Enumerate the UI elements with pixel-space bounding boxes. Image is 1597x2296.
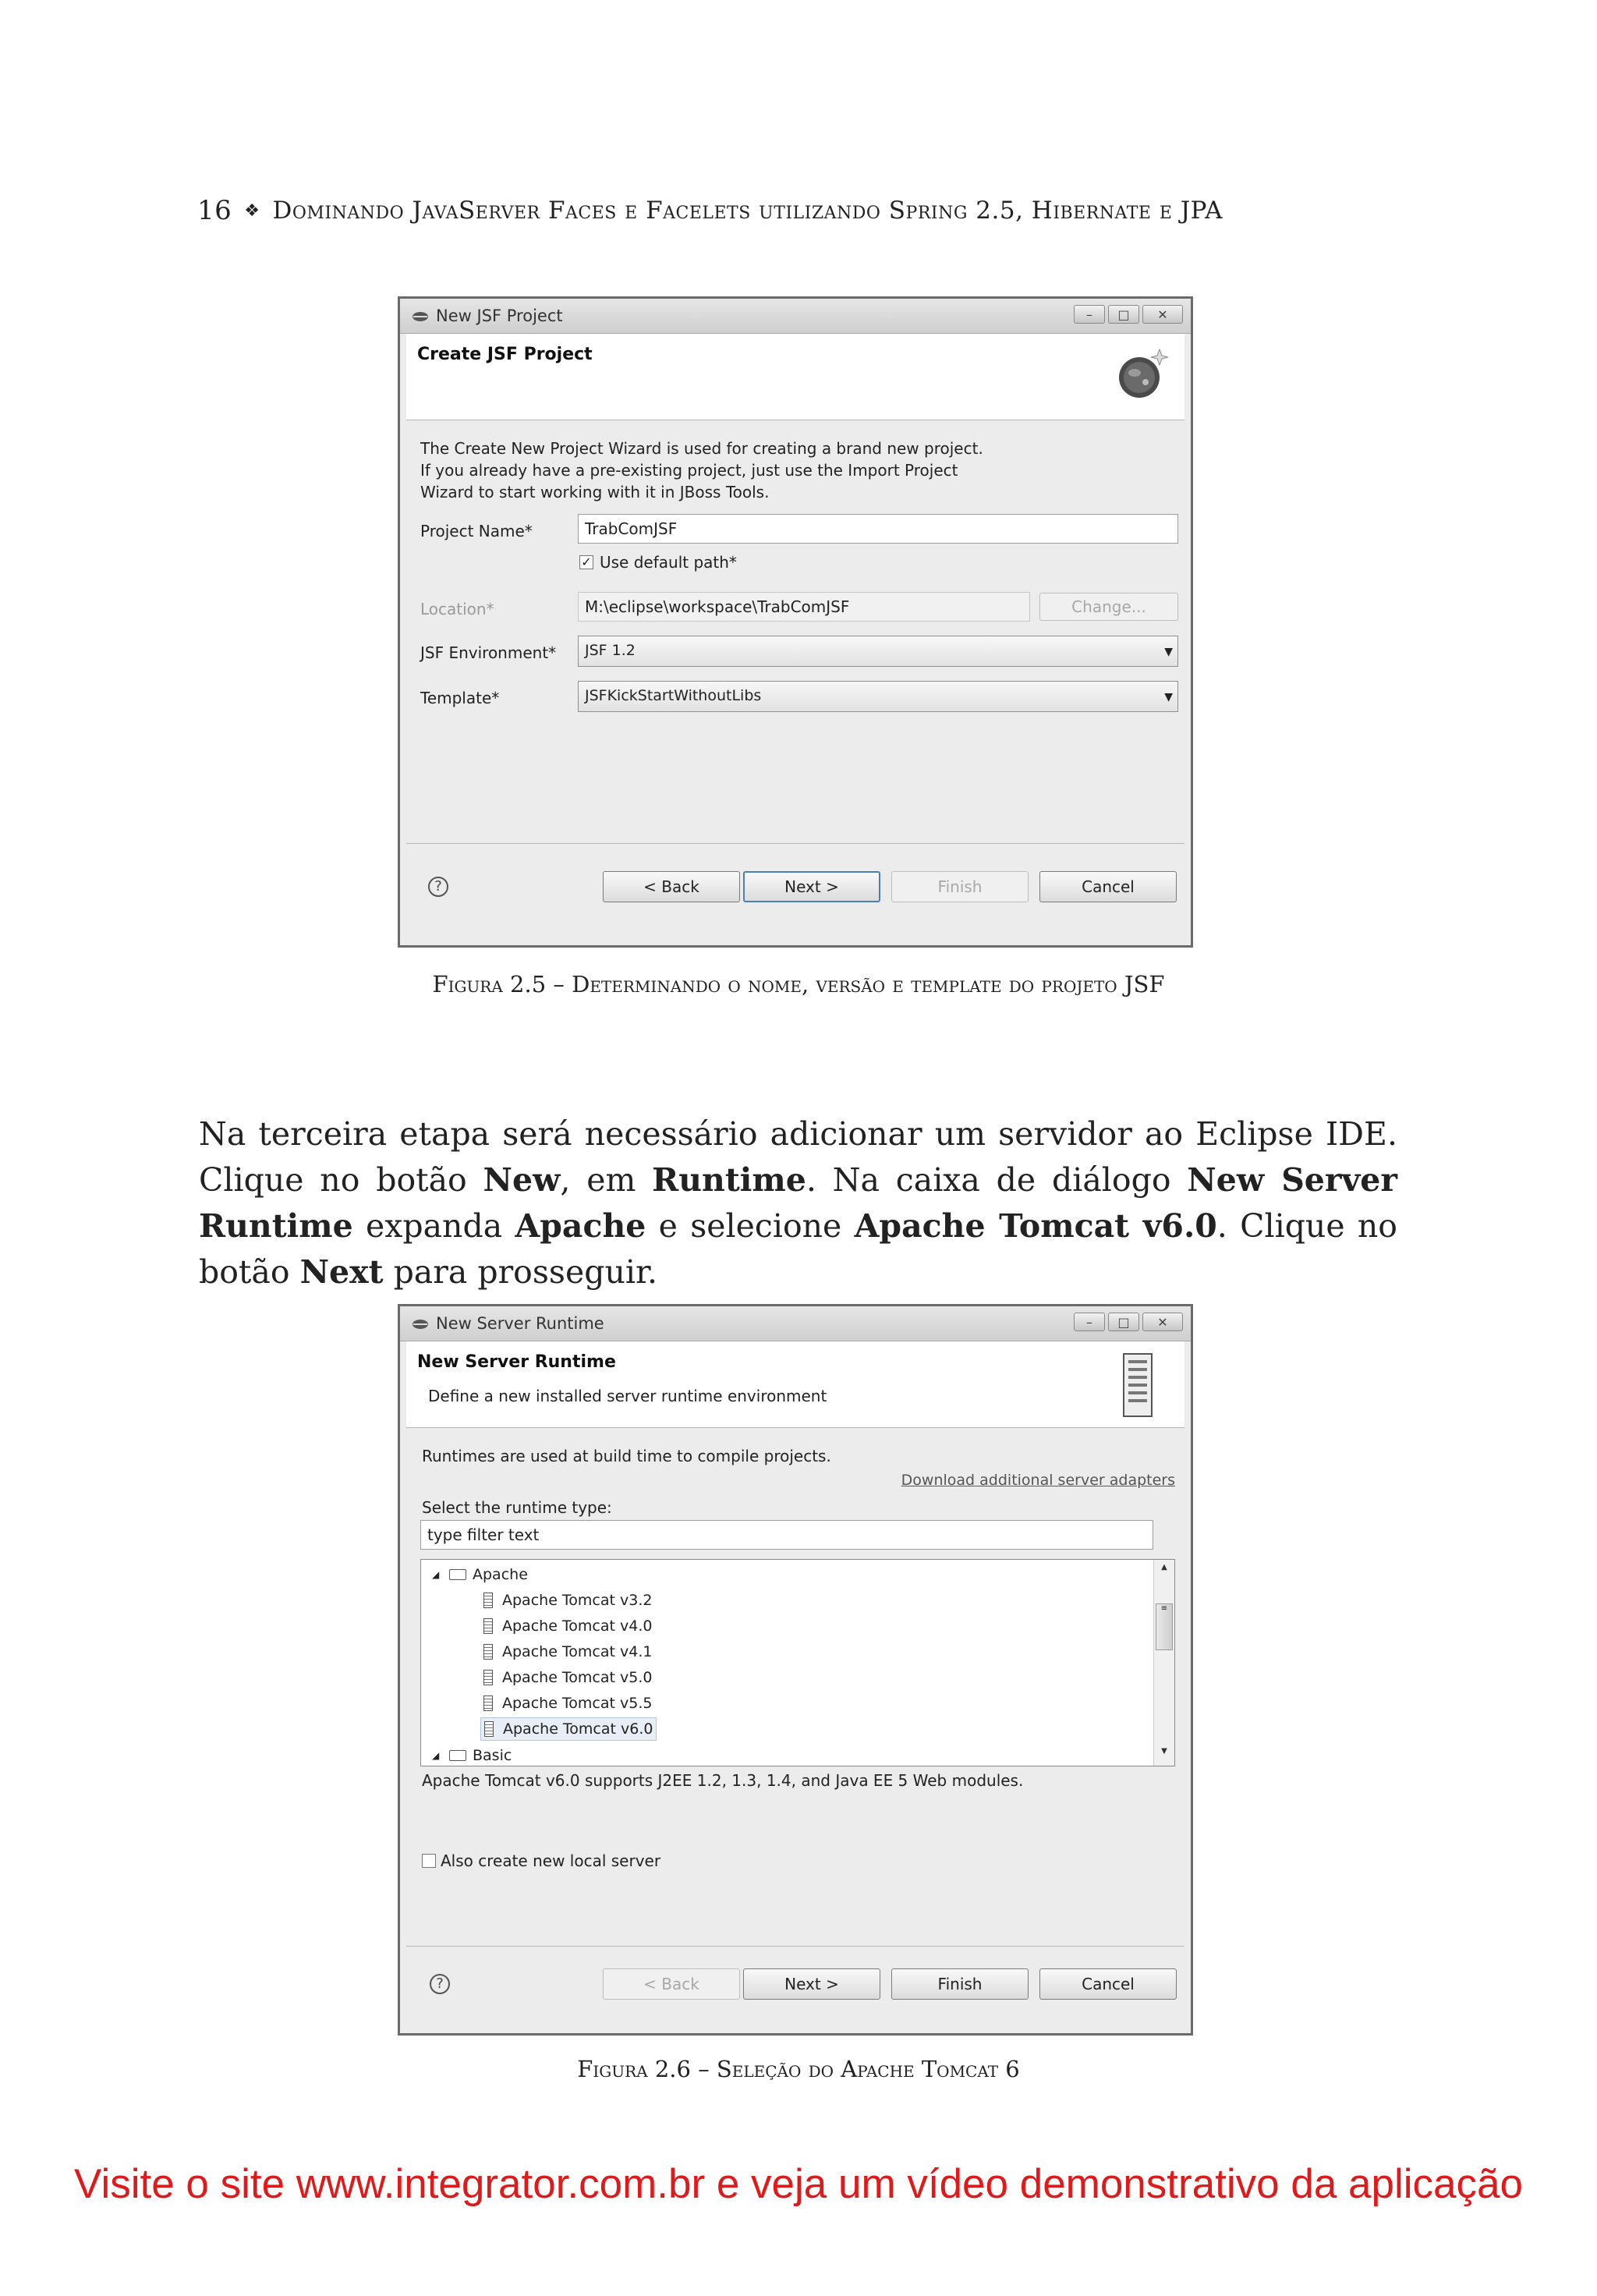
back-button[interactable]: < Back <box>603 1968 740 2000</box>
runtimes-info-text: Runtimes are used at build time to compile projects. <box>422 1447 831 1465</box>
button-bar-separator <box>406 843 1184 844</box>
use-default-path-label: Use default path* <box>600 553 737 572</box>
location-label: Location* <box>420 600 494 618</box>
tree-group-basic[interactable] <box>432 1744 512 1766</box>
wizard-title: New Server Runtime <box>417 1352 616 1372</box>
server-icon <box>483 1593 493 1608</box>
cancel-button[interactable]: Cancel <box>1039 1968 1177 2000</box>
dialog-titlebar <box>400 1306 1191 1341</box>
minimize-icon: – <box>1086 1314 1092 1330</box>
tree-scrollbar[interactable] <box>1153 1560 1174 1766</box>
figure-2-6-caption: Figura 2.6 – Seleção do Apache Tomcat 6 <box>577 2056 1020 2082</box>
server-icon <box>483 1695 493 1711</box>
runtime-support-text: Apache Tomcat v6.0 supports J2EE 1.2, 1.3, 1.4, and Java EE 5 Web modules. <box>422 1771 1024 1790</box>
server-icon <box>483 1618 493 1634</box>
expanded-triangle-icon: ◢ <box>432 1569 440 1580</box>
bold-new: New <box>483 1161 561 1199</box>
tree-item-label: Apache Tomcat v3.2 <box>502 1592 653 1609</box>
wizard-content <box>406 420 1184 919</box>
tree-item-tomcat-6-0[interactable] <box>480 1717 657 1741</box>
new-server-runtime-dialog <box>398 1304 1193 2036</box>
template-label: Template* <box>420 689 500 707</box>
use-default-path-checkbox[interactable]: ✓ <box>579 555 593 569</box>
body-text-segment: e selecione <box>646 1207 855 1245</box>
new-jsf-project-dialog <box>398 296 1193 948</box>
jsf-environment-label: JSF Environment* <box>420 643 557 662</box>
bold-apache-tomcat-v6: Apache Tomcat v6.0 <box>854 1207 1217 1245</box>
maximize-button[interactable] <box>1108 1313 1139 1331</box>
page-number: 16 <box>197 195 232 226</box>
wizard-header <box>406 334 1184 420</box>
type-filter-input[interactable]: type filter text <box>420 1520 1153 1550</box>
description-line-2: If you already have a pre-existing project, just use the Import Project <box>420 461 958 480</box>
tree-item-tomcat-5-5[interactable] <box>483 1692 652 1715</box>
close-icon: ✕ <box>1157 306 1168 322</box>
body-text-segment: . Clique no botão <box>199 1207 1397 1291</box>
tree-item-tomcat-4-0[interactable] <box>483 1614 652 1638</box>
maximize-icon: □ <box>1117 1314 1130 1330</box>
dropdown-arrow-icon: ▼ <box>1164 646 1173 658</box>
close-button[interactable] <box>1142 1313 1183 1331</box>
server-icon <box>483 1644 493 1660</box>
body-text-segment: . Na caixa de diálogo <box>806 1161 1188 1199</box>
tree-item-label: Apache Tomcat v5.5 <box>502 1695 653 1712</box>
next-button[interactable]: Next > <box>743 1968 880 2000</box>
maximize-icon: □ <box>1117 306 1130 322</box>
tree-item-label: Apache Tomcat v4.1 <box>502 1643 653 1660</box>
finish-button[interactable]: Finish <box>891 871 1029 902</box>
also-create-server-label: Also create new local server <box>441 1851 661 1870</box>
description-line-3: Wizard to start working with it in JBoss Tools. <box>420 483 770 501</box>
jsf-wizard-icon <box>1111 342 1174 407</box>
runtime-type-tree[interactable] <box>420 1559 1175 1766</box>
eclipse-app-icon <box>411 309 430 323</box>
dialog-titlebar <box>400 299 1191 334</box>
bullet-ornament: ❖ <box>244 200 260 221</box>
tree-item-label: Apache Tomcat v4.0 <box>502 1617 653 1635</box>
jsf-environment-value: JSF 1.2 <box>585 642 636 659</box>
body-paragraph <box>199 1111 1397 1295</box>
body-text-segment: , em <box>560 1161 653 1199</box>
next-button[interactable]: Next > <box>743 871 880 902</box>
expanded-triangle-icon: ◢ <box>432 1750 440 1761</box>
template-value: JSFKickStartWithoutLibs <box>585 687 762 704</box>
scroll-up-arrow-icon[interactable]: ▲ <box>1161 1563 1167 1571</box>
window-controls <box>1074 1313 1183 1331</box>
minimize-button[interactable] <box>1074 305 1105 324</box>
description-line-1: The Create New Project Wizard is used for creating a brand new project. <box>420 439 983 458</box>
jsf-environment-select[interactable] <box>578 636 1178 667</box>
running-head-title: Dominando JavaServer Faces e Facelets utilizando Spring 2.5, Hibernate e JPA <box>272 197 1223 225</box>
tree-item-tomcat-4-1[interactable] <box>483 1640 652 1664</box>
maximize-button[interactable] <box>1108 305 1139 324</box>
close-button[interactable] <box>1142 305 1183 324</box>
body-text-segment: para prosseguir. <box>383 1253 658 1291</box>
window-controls <box>1074 305 1183 324</box>
help-icon[interactable]: ? <box>430 1974 450 1994</box>
server-icon <box>484 1721 494 1737</box>
minimize-icon: – <box>1086 306 1092 322</box>
folder-open-icon <box>449 1569 466 1580</box>
scrollbar-thumb[interactable]: ≡ <box>1156 1603 1173 1650</box>
bold-runtime: Runtime <box>652 1161 806 1199</box>
wizard-header <box>406 1341 1184 1428</box>
server-icon <box>483 1670 493 1685</box>
download-adapters-link[interactable]: Download additional server adapters <box>901 1472 1175 1489</box>
change-button[interactable]: Change... <box>1039 593 1178 621</box>
tree-item-label: Apache Tomcat v6.0 <box>503 1720 653 1738</box>
figure-2-5-caption: Figura 2.5 – Determinando o nome, versão e template do projeto JSF <box>432 971 1165 997</box>
tree-group-label: Basic <box>473 1747 512 1764</box>
dropdown-arrow-icon: ▼ <box>1164 691 1173 703</box>
finish-button[interactable]: Finish <box>891 1968 1029 2000</box>
template-select[interactable] <box>578 681 1178 712</box>
tree-item-tomcat-3-2[interactable] <box>483 1589 652 1612</box>
help-icon[interactable]: ? <box>428 877 448 897</box>
tree-item-tomcat-5-0[interactable] <box>483 1666 652 1689</box>
tree-group-apache[interactable] <box>432 1563 528 1586</box>
back-button[interactable]: < Back <box>603 871 740 902</box>
folder-open-icon <box>449 1750 466 1761</box>
bold-new-server-runtime: New Server Runtime <box>199 1161 1397 1245</box>
tree-group-label: Apache <box>473 1566 528 1583</box>
promo-footer: Visite o site www.integrator.com.br e veja um vídeo demonstrativo da aplicação <box>74 2161 1523 2207</box>
close-icon: ✕ <box>1157 1314 1168 1330</box>
select-runtime-label: Select the runtime type: <box>422 1498 612 1517</box>
bold-next: Next <box>299 1253 384 1291</box>
also-create-server-checkbox[interactable] <box>422 1854 436 1868</box>
tree-item-label: Apache Tomcat v5.0 <box>502 1669 653 1686</box>
scroll-down-arrow-icon[interactable]: ▼ <box>1161 1747 1167 1756</box>
running-head <box>197 195 1406 226</box>
wizard-title: Create JSF Project <box>417 345 593 364</box>
body-text-segment: expanda <box>352 1207 515 1245</box>
project-name-label: Project Name* <box>420 522 533 540</box>
eclipse-app-icon <box>411 1316 430 1330</box>
button-bar-separator <box>406 1946 1184 1947</box>
project-name-field[interactable]: TrabComJSF <box>578 514 1178 544</box>
window-title: New Server Runtime <box>436 1314 604 1333</box>
cancel-button[interactable]: Cancel <box>1039 871 1177 902</box>
server-tower-icon <box>1122 1352 1153 1421</box>
body-text-segment: Na terceira etapa será necessário adicionar um servidor ao Eclipse IDE. Clique no botão <box>199 1115 1397 1199</box>
wizard-content <box>406 1428 1184 2021</box>
location-field[interactable]: M:\eclipse\workspace\TrabComJSF <box>578 592 1030 622</box>
minimize-button[interactable] <box>1074 1313 1105 1331</box>
wizard-description: Define a new installed server runtime environment <box>428 1387 827 1405</box>
window-title: New JSF Project <box>436 306 563 325</box>
bold-apache: Apache <box>515 1207 646 1245</box>
